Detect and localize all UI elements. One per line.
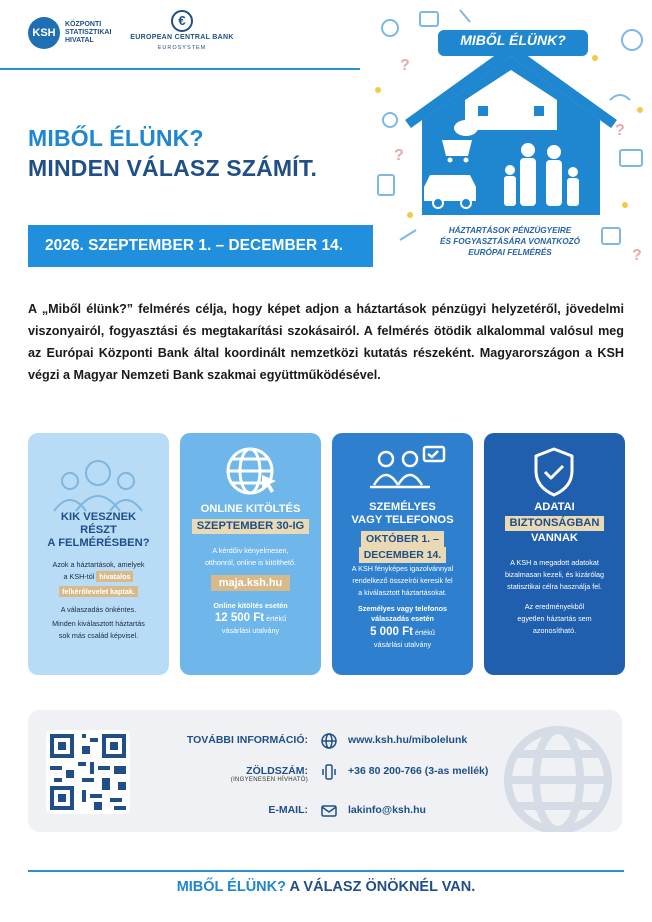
info-label: E-MAIL:: [268, 804, 308, 816]
footer-accent: MIBŐL ÉLÜNK?: [176, 879, 286, 895]
highlight: felkérőlevelet kaptak.: [59, 586, 138, 597]
title-line-2: MINDEN VÁLASZ SZÁMÍT.: [28, 155, 318, 181]
date-tag: OKTÓBER 1. –: [361, 531, 444, 547]
footer-divider: [28, 870, 624, 872]
phone-icon: [320, 763, 338, 781]
page-title: [28, 123, 368, 183]
svg-text:?: ?: [632, 247, 642, 264]
caption-line: HÁZTARTÁSOK PÉNZÜGYEIRE: [448, 226, 572, 235]
card-text: otthonról, online is kitölthető.: [204, 558, 297, 567]
card-title-line: SZEMÉLYES: [369, 501, 436, 513]
caption-line: EURÓPAI FELMÉRÉS: [468, 248, 552, 257]
people-icon: [28, 445, 169, 515]
survey-url-link[interactable]: maja.ksh.hu: [211, 575, 291, 591]
card-title: ONLINE KITÖLTÉS: [200, 503, 301, 515]
globe-icon: [320, 732, 338, 750]
info-label: ZÖLDSZÁM:: [246, 765, 308, 777]
contact-box: [28, 710, 622, 832]
card-text: vásárlási utalvány: [373, 640, 432, 649]
svg-text:?: ?: [400, 57, 410, 74]
card-text: Azok a háztartások, amelyek: [52, 560, 145, 569]
ecb-sub: EUROSYSTEM: [157, 45, 207, 51]
mail-icon: [320, 802, 338, 820]
card-text: A kérdőív kényelmesen,: [212, 546, 289, 555]
qr-code[interactable]: [46, 730, 130, 814]
ksh-logo-text: KÖZPONTI STATISZTIKAI HIVATAL: [65, 21, 112, 44]
voucher-amount: 5 000 Ft: [370, 626, 413, 638]
house-illustration: [370, 0, 652, 292]
card-text: értékű: [414, 628, 435, 637]
globe-icon: [498, 720, 618, 832]
card-text: vásárlási utalvány: [221, 626, 280, 635]
card-title-line: KIK VESZNEK: [60, 511, 137, 523]
highlight: hivatalos: [96, 571, 133, 582]
card-title: ADATAI: [534, 501, 575, 513]
card-online: [180, 433, 321, 675]
date-band: 2026. SZEPTEMBER 1. – DECEMBER 14.: [28, 225, 373, 267]
badge-title: MIBŐL ÉLÜNK?: [460, 32, 566, 48]
email-link[interactable]: lakinfo@ksh.hu: [348, 804, 426, 816]
card-text: Személyes vagy telefonos: [357, 604, 448, 613]
website-link[interactable]: www.ksh.hu/mibolelunk: [348, 734, 468, 746]
card-title-line: VAGY TELEFONOS: [351, 514, 454, 526]
card-text: egyetlen háztartás sem: [517, 614, 592, 623]
card-text: A KSH fényképes igazolvánnyal: [351, 564, 454, 573]
intro-paragraph: A „Miből élünk?” felmérés célja, hogy képet adjon a háztartások pénzügyi helyzetéről, jövedelmi viszonyairól, fogyasztási és megtakarítási szokásairól. A felmérés ötödik alkalommal valósul meg az Európai Központi Bank által koordinált nemzetközi kutatás részeként. Magyarországon a KSH végzi a Magyar Nemzeti Bank szakmai együttműködésével.: [28, 302, 624, 382]
date-tag: DECEMBER 14.: [359, 547, 447, 563]
card-text: a kiválasztott háztartásokat.: [358, 588, 447, 597]
interview-icon: [332, 445, 473, 499]
footer-text: A VÁLASZ ÖNÖKNÉL VAN.: [285, 879, 476, 895]
svg-text:?: ?: [615, 122, 625, 139]
caption-line: ÉS FOGYASZTÁSÁRA VONATKOZÓ: [440, 237, 580, 246]
card-text: statisztikai célra használja fel.: [507, 582, 602, 591]
illustration-caption: [420, 225, 600, 258]
card-text: Minden kiválasztott háztartás: [52, 619, 145, 628]
globe-icon: [180, 445, 321, 499]
info-cards: [28, 433, 624, 675]
card-personal: [332, 433, 473, 675]
svg-text:?: ?: [394, 147, 404, 164]
shield-check-icon: [484, 445, 625, 499]
euro-icon: €: [171, 10, 193, 32]
card-text: Online kitöltés esetén: [213, 601, 288, 610]
card-text: bizalmasan kezeli, és kizárólag: [504, 570, 605, 579]
phone-link[interactable]: +36 80 200-766 (3-as mellék): [348, 765, 489, 777]
card-security: [484, 433, 625, 675]
card-participants: [28, 433, 169, 675]
voucher-amount: 12 500 Ft: [214, 612, 265, 624]
ecb-name: EUROPEAN CENTRAL BANK: [130, 34, 234, 41]
info-label: TOVÁBBI INFORMÁCIÓ:: [186, 734, 308, 746]
card-text: sok más család képvisel.: [58, 631, 139, 640]
card-text: A válaszadás önkéntes.: [60, 605, 137, 614]
ecb-logo: [122, 10, 242, 51]
footer-slogan: [0, 879, 652, 895]
card-title-line: A FELMÉRÉSBEN?: [47, 537, 150, 549]
card-text: azonosítható.: [532, 626, 577, 635]
ksh-logo-mark: KSH: [28, 17, 60, 49]
card-title-line: RÉSZT: [80, 524, 117, 536]
date-tag: SZEPTEMBER 30-IG: [192, 519, 310, 534]
card-text: értékű: [266, 614, 287, 623]
card-title: VANNAK: [530, 532, 579, 544]
ksh-logo: [28, 17, 125, 49]
header-divider: [0, 68, 360, 70]
card-text: a KSH-tól: [63, 572, 95, 581]
card-text: Az eredményekből: [524, 602, 585, 611]
security-tag: BIZTONSÁGBAN: [505, 516, 605, 531]
info-sublabel: (INGYENESEN HÍVHATÓ): [230, 777, 308, 783]
card-text: A KSH a megadott adatokat: [510, 558, 599, 567]
title-line-1: MIBŐL ÉLÜNK?: [28, 125, 204, 151]
card-text: válaszadás esetén: [371, 614, 434, 623]
card-text: rendelkező összeírói keresik fel: [352, 576, 453, 585]
